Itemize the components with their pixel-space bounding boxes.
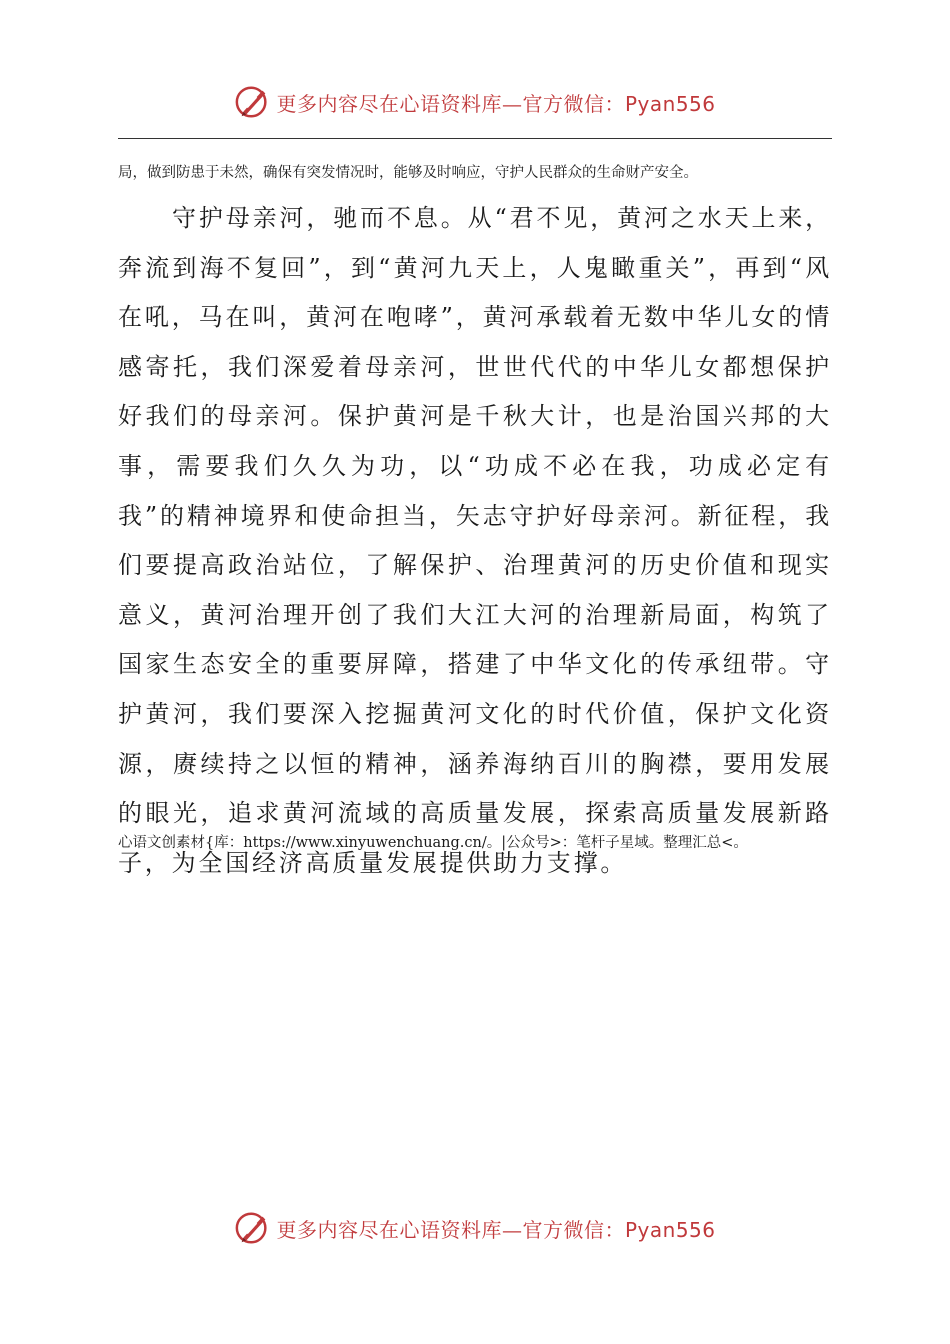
header-banner bbox=[0, 82, 950, 122]
header-banner-title: 更多内容尽在心语资料库—官方微信： bbox=[276, 91, 625, 116]
continued-line: 局，做到防患于未然，确保有突发情况时，能够及时响应，守护人民群众的生命财产安全。 bbox=[118, 165, 698, 181]
footer-banner-handle: Pyan556 bbox=[624, 1217, 716, 1242]
header-divider bbox=[118, 138, 832, 139]
header-banner-text bbox=[276, 88, 715, 117]
body-paragraph: 守护母亲河，驰而不息。从“君不见，黄河之水天上来，奔流到海不复回”，到“黄河九天上，人鬼瞰重关”，再到“风在吼，马在叫，黄河在咆哮”，黄河承载着无数中华儿女的情感寄托，我们深爱着母亲河，世世代代的中华儿女都想保护好我们的母亲河。保护黄河是千秋大计，也是治国兴邦的大事，需要我们久久为功，以“功成不必在我，功成必定有我”的精神境界和使命担当，矢志守护好母亲河。新征程，我们要提高政治站位，了解保护、治理黄河的历史价值和现实意义，黄河治理开创了我们大江大河的治理新局面，构筑了国家生态安全的重要屏障，搭建了中华文化的传承纽带。守护黄河，我们要深入挖掘黄河文化的时代价值，保护文化资源，赓续持之以恒的精神，涵养海纳百川的胸襟，要用发展的眼光，追求黄河流域的高质量发展，探索高质量发展新路子，为全国经济高质量发展提供助力支撑。 bbox=[118, 204, 832, 877]
footer-banner bbox=[0, 1208, 950, 1248]
quill-logo-icon bbox=[234, 1209, 272, 1247]
header-banner-handle: Pyan556 bbox=[624, 91, 716, 116]
quill-logo-icon bbox=[234, 83, 272, 121]
footer-banner-text bbox=[276, 1214, 715, 1243]
footer-banner-title: 更多内容尽在心语资料库—官方微信： bbox=[276, 1217, 625, 1242]
source-line: 心语文创素材{库：https://www.xinyuwenchuang.cn/。|公众号>：笔杆子星域。整理汇总<。 bbox=[118, 835, 748, 851]
